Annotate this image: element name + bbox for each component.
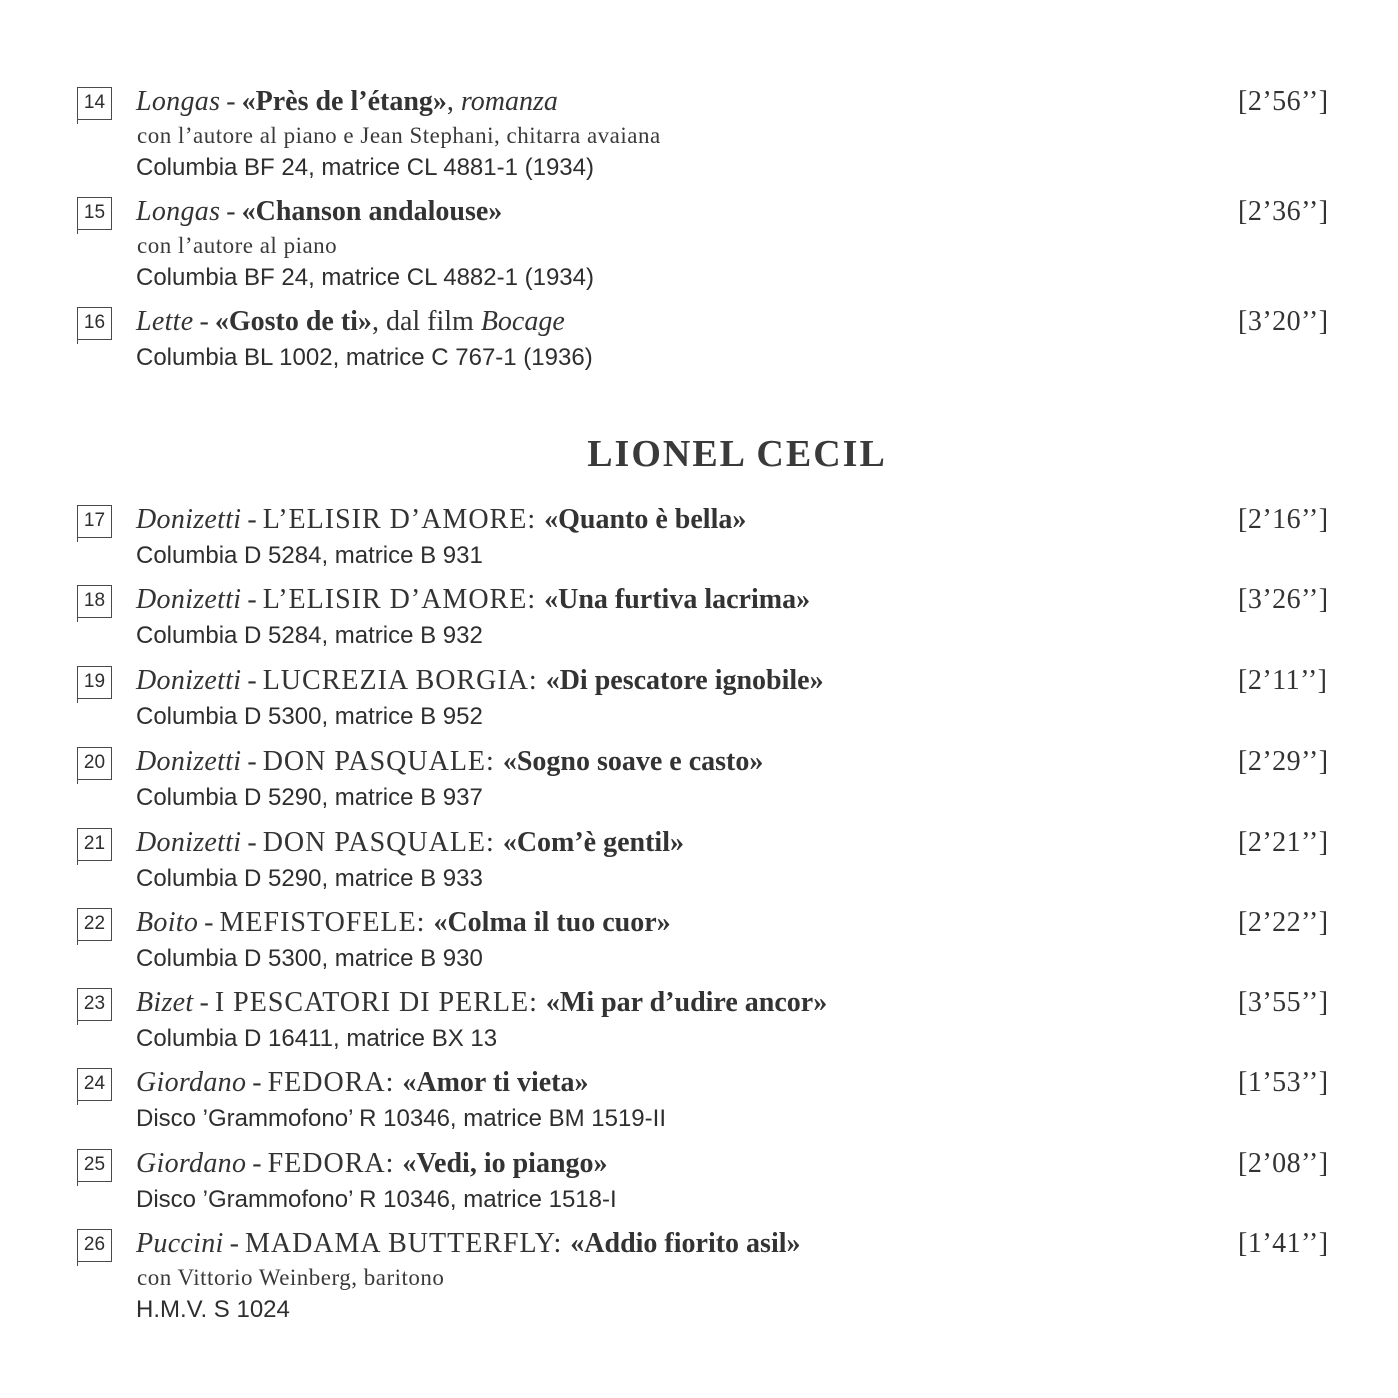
aria-title: «Addio fiorito asil» [570,1228,801,1259]
track-title: Donizetti - DON PASQUALE: «Com’è gentil» [136,827,684,858]
track-note: con l’autore al piano e Jean Stephani, chitarra avaiana [137,123,661,148]
track-number: 25 [77,1149,112,1182]
track-number: 18 [77,585,112,618]
aria-title: «Mi par d’udire ancor» [545,987,828,1018]
track-title: Giordano - FEDORA: «Vedi, io piango» [136,1148,608,1179]
disc-info: Columbia D 5284, matrice B 931 [136,542,483,569]
composer: Longas [136,86,221,117]
aria-title: «Com’è gentil» [502,827,684,858]
disc-info: Columbia D 5290, matrice B 937 [136,784,483,811]
opera-title: FEDORA: [267,1067,403,1098]
disc-info: Columbia BL 1002, matrice C 767-1 (1936) [136,344,593,371]
disc-info: Columbia BF 24, matrice CL 4882-1 (1934) [136,264,594,291]
opera-title: I PESCATORI DI PERLE: [214,987,546,1018]
opera-title: LUCREZIA BORGIA: [262,665,546,696]
track-duration: [2’11’’] [1238,665,1328,696]
film-title: Bocage [480,306,565,337]
track-number: 26 [77,1229,112,1262]
track-duration: [1’53’’] [1238,1067,1329,1098]
track-duration: [2’22’’] [1238,907,1329,938]
opera-title: MEFISTOFELE: [219,907,434,938]
track-title: Donizetti - L’ELISIR D’AMORE: «Una furtiva lacrima» [136,584,811,615]
track-title: Donizetti - L’ELISIR D’AMORE: «Quanto è bella» [136,504,747,535]
composer: Donizetti [136,504,242,535]
composer: Puccini [136,1228,224,1259]
disc-info: Disco ’Grammofono’ R 10346, matrice BM 1519-II [136,1105,666,1132]
opera-title: FEDORA: [267,1148,403,1179]
composer: Donizetti [136,746,242,777]
composer: Donizetti [136,827,242,858]
track-number: 24 [77,1068,112,1101]
track-title: Puccini - MADAMA BUTTERFLY: «Addio fiorito asil» [136,1228,801,1259]
track-number: 16 [77,307,112,340]
track-title: Boito - MEFISTOFELE: «Colma il tuo cuor» [136,907,671,938]
track-title: Donizetti - DON PASQUALE: «Sogno soave e casto» [136,746,764,777]
aria-title: «Amor ti vieta» [402,1067,589,1098]
track-duration: [1’41’’] [1238,1228,1329,1259]
aria-title: «Gosto de ti» [214,306,372,337]
aria-title: «Quanto è bella» [544,504,747,535]
track-title: Lette - «Gosto de ti», dal film Bocage [136,306,565,337]
disc-info: H.M.V. S 1024 [136,1296,290,1323]
track-number: 19 [77,666,112,699]
aria-title: «Colma il tuo cuor» [433,907,671,938]
track-note: con l’autore al piano [137,233,338,258]
composer: Donizetti [136,584,242,615]
disc-info: Columbia D 5284, matrice B 932 [136,622,483,649]
disc-info: Columbia BF 24, matrice CL 4881-1 (1934) [136,154,594,181]
composer: Longas [136,196,221,227]
opera-title: DON PASQUALE: [262,746,503,777]
title-suffix: , dal film [371,306,481,337]
track-duration: [2’56’’] [1238,86,1329,117]
aria-title: «Sogno soave e casto» [502,746,764,777]
track-duration: [3’55’’] [1238,987,1329,1018]
aria-title: «Chanson andalouse» [241,196,503,227]
track-number: 14 [77,87,112,120]
disc-info: Columbia D 5300, matrice B 930 [136,945,483,972]
track-number: 21 [77,828,112,861]
track-title: Giordano - FEDORA: «Amor ti vieta» [136,1067,589,1098]
composer: Giordano [136,1067,247,1098]
track-title: Bizet - I PESCATORI DI PERLE: «Mi par d’udire ancor» [136,987,828,1018]
track-duration: [3’26’’] [1238,584,1329,615]
track-number: 20 [77,747,112,780]
track-title: Longas - «Près de l’étang», romanza [136,86,558,117]
disc-info: Columbia D 5300, matrice B 952 [136,703,483,730]
title-suffix: , [446,86,461,117]
opera-title: L’ELISIR D’AMORE: [262,504,545,535]
track-number: 22 [77,908,112,941]
section-heading: LIONEL CECIL [587,433,887,475]
composer: Bizet [136,987,194,1018]
track-duration: [2’21’’] [1238,827,1329,858]
track-duration: [2’16’’] [1238,504,1329,535]
track-duration: [2’29’’] [1238,746,1329,777]
composer: Lette [136,306,194,337]
genre: romanza [460,86,558,117]
track-duration: [2’36’’] [1238,196,1329,227]
track-title: Donizetti - LUCREZIA BORGIA: «Di pescatore ignobile» [136,665,824,696]
track-duration: [3’20’’] [1238,306,1329,337]
composer: Boito [136,907,199,938]
opera-title: L’ELISIR D’AMORE: [262,584,545,615]
aria-title: «Di pescatore ignobile» [545,665,824,696]
track-number: 15 [77,197,112,230]
track-title: Longas - «Chanson andalouse» [136,196,503,227]
track-number: 17 [77,505,112,538]
composer: Donizetti [136,665,242,696]
disc-info: Disco ’Grammofono’ R 10346, matrice 1518-I [136,1186,617,1213]
disc-info: Columbia D 16411, matrice BX 13 [136,1025,498,1052]
track-number: 23 [77,988,112,1021]
aria-title: «Una furtiva lacrima» [544,584,811,615]
opera-title: MADAMA BUTTERFLY: [244,1228,571,1259]
composer: Giordano [136,1148,247,1179]
opera-title: DON PASQUALE: [262,827,503,858]
aria-title: «Près de l’étang» [241,86,447,117]
track-note: con Vittorio Weinberg, baritono [137,1265,445,1290]
disc-info: Columbia D 5290, matrice B 933 [136,865,483,892]
track-duration: [2’08’’] [1238,1148,1329,1179]
aria-title: «Vedi, io piango» [402,1148,608,1179]
